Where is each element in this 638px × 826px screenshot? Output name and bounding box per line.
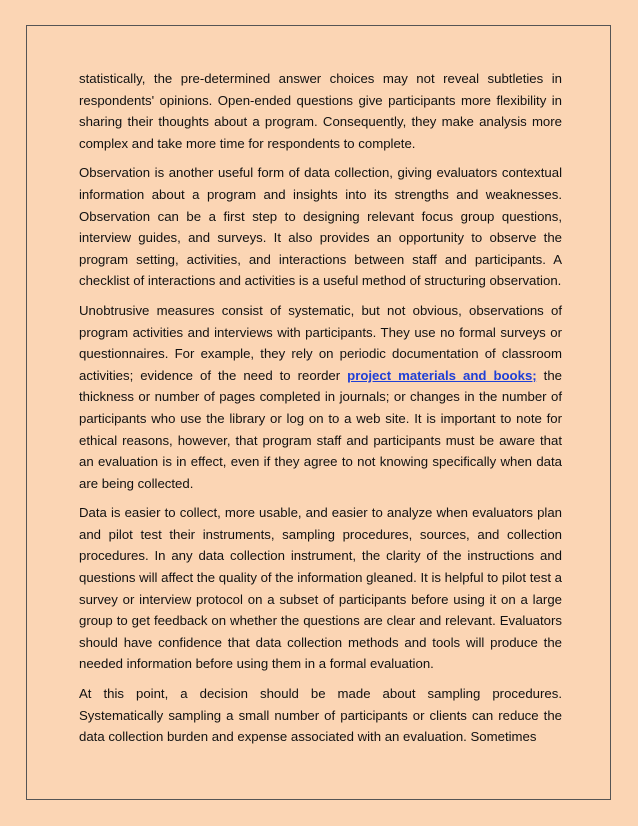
paragraph-text-after-link: the thickness or number of pages completed in journals; or changes in the number of participants who use the library or log on to a web site. It is important to note for ethical reasons, however, that program staff and participants must be aware that an evaluation is in effect, even if they agree to not knowing specifically when data are being collected. <box>79 367 562 491</box>
paragraph-observation: Observation is another useful form of data collection, giving evaluators contextual information about a program and insights into its strengths and weaknesses. Observation can be a first step to designing relevant focus group questions, interview guides, and surveys. It also provides an opportunity to observe the program setting, activities, and interactions between staff and participants. A checklist of interactions and activities is a useful method of structuring observation. <box>79 165 562 289</box>
project-materials-link[interactable]: project materials and books; <box>347 367 537 383</box>
paragraph-open-ended-questions: statistically, the pre-determined answer choices may not reveal subtleties in respondents' opinions. Open-ended questions give participants more flexibility in sharing their thoughts about a program. Consequently, they make analysis more complex and take more time for respondents to complete. <box>79 71 562 151</box>
paragraph-unobtrusive-measures <box>79 300 562 494</box>
document-body <box>79 68 562 756</box>
paragraph-pilot-testing: Data is easier to collect, more usable, and easier to analyze when evaluators plan and pilot test their instruments, sampling procedures, sources, and collection procedures. In any data collection instrument, the clarity of the instructions and questions will affect the quality of the information gleaned. It is helpful to pilot test a survey or interview protocol on a subset of participants before using it on a large group to get feedback on whether the questions are clear and relevant. Evaluators should have confidence that data collection methods and tools will produce the needed information before using them in a formal evaluation. <box>79 505 562 672</box>
paragraph-text-before-link: Unobtrusive measures consist of systematic, but not obvious, observations of program activities and interviews with participants. They use no formal surveys or questionnaires. For example, they rely on periodic documentation of classroom activities; evidence of the need to reorder <box>79 302 562 383</box>
paragraph-sampling: At this point, a decision should be made about sampling procedures. Systematically sampling a small number of participants or clients can reduce the data collection burden and expense associated with an evaluation. Sometimes <box>79 686 562 745</box>
